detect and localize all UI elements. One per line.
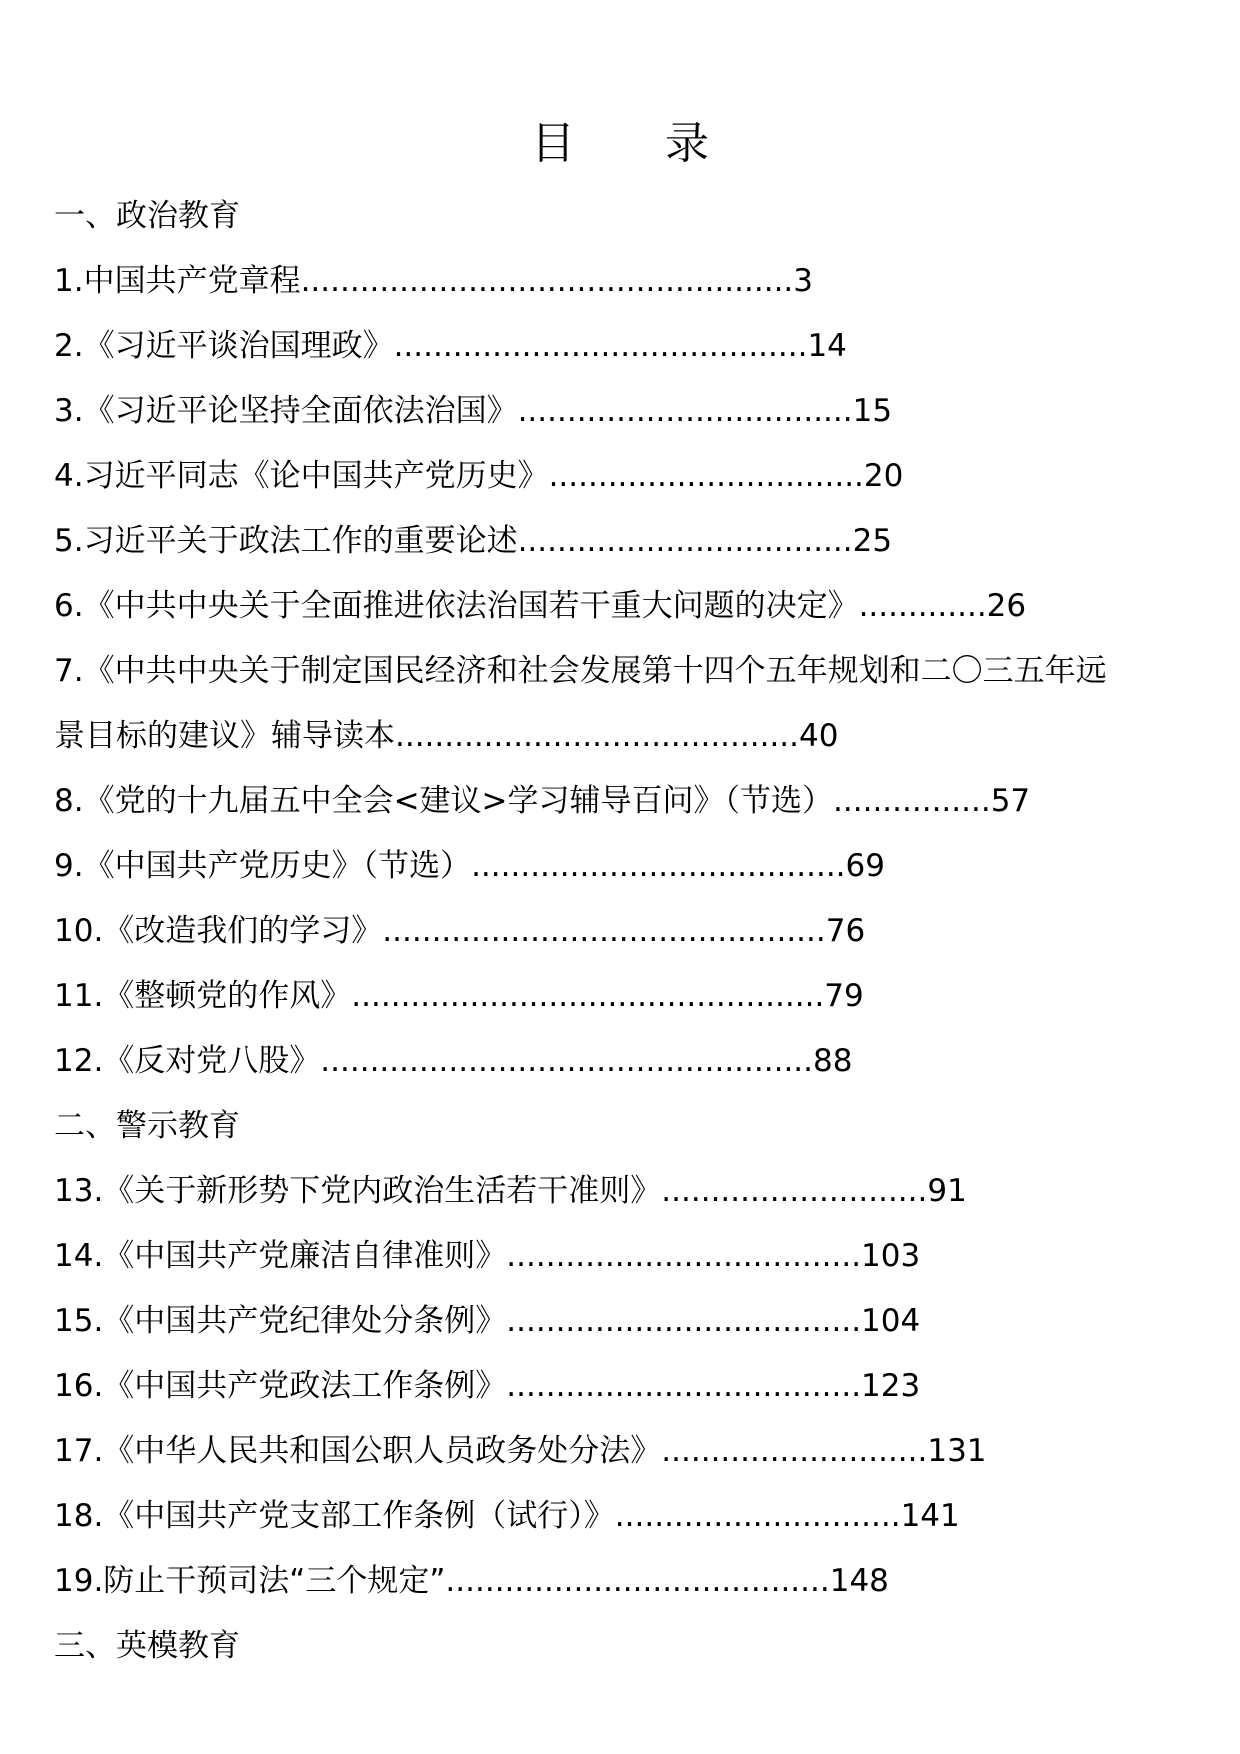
toc-entry: 4.习近平同志《论中国共产党历史》................................20 xyxy=(54,458,904,494)
toc-entry: 7.《中共中央关于制定国民经济和社会发展第十四个五年规划和二〇三五年远 xyxy=(54,653,1107,689)
toc-entry: 8.《党的十九届五中全会<建议>学习辅导百问》（节选）................57 xyxy=(54,783,1031,819)
toc-section-heading: 一、政治教育 xyxy=(54,198,240,234)
toc-entry: 5.习近平关于政法工作的重要论述..................................25 xyxy=(54,523,893,559)
toc-entry: 13.《关于新形势下党内政治生活若干准则》...........................91 xyxy=(54,1173,967,1209)
toc-entry: 17.《中华人民共和国公职人员政务处分法》...........................131 xyxy=(54,1433,987,1469)
toc-entry: 6.《中共中央关于全面推进依法治国若干重大问题的决定》.............26 xyxy=(54,588,1027,624)
toc-entry-continuation: 景目标的建议》辅导读本.........................................40 xyxy=(54,718,839,754)
toc-entry: 14.《中国共产党廉洁自律准则》....................................103 xyxy=(54,1238,921,1274)
toc-entry: 16.《中国共产党政法工作条例》....................................123 xyxy=(54,1368,921,1404)
toc-entry: 9.《中国共产党历史》（节选）......................................69 xyxy=(54,848,885,884)
toc-section-heading: 三、英模教育 xyxy=(54,1628,240,1664)
toc-entry: 3.《习近平论坚持全面依法治国》..................................15 xyxy=(54,393,893,429)
toc-entry: 1.中国共产党章程..................................................3 xyxy=(54,263,813,299)
page-title: 目 录 xyxy=(531,118,747,169)
table-of-contents xyxy=(54,184,1194,1679)
toc-entry: 11.《整顿党的作风》................................................79 xyxy=(54,978,864,1014)
toc-entry: 18.《中国共产党支部工作条例（试行）》.............................141 xyxy=(54,1498,960,1534)
toc-section-heading: 二、警示教育 xyxy=(54,1108,240,1144)
toc-entry: 2.《习近平谈治国理政》..........................................14 xyxy=(54,328,847,364)
toc-entry: 15.《中国共产党纪律处分条例》....................................104 xyxy=(54,1303,921,1339)
toc-entry: 19.防止干预司法“三个规定”.......................................148 xyxy=(54,1563,889,1599)
toc-entry: 10.《改造我们的学习》.............................................76 xyxy=(54,913,866,949)
toc-entry: 12.《反对党八股》..................................................88 xyxy=(54,1043,853,1079)
